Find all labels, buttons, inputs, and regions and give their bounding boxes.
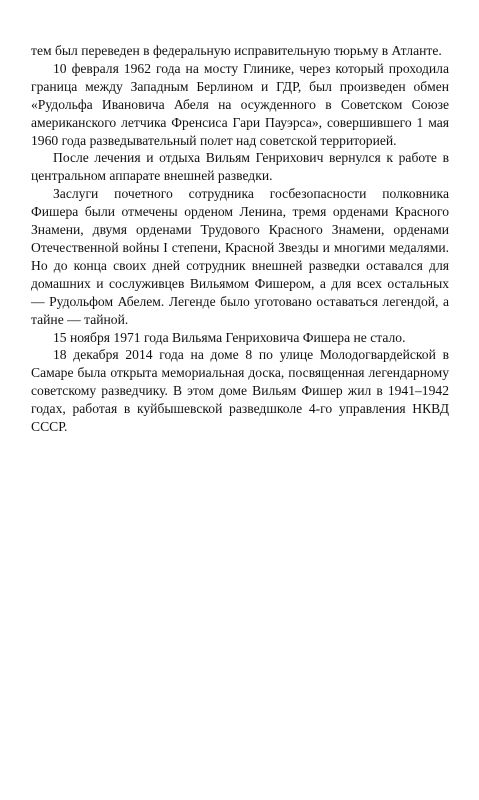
paragraph-4: Заслуги почетного сотрудника госбезопасности полковника Фишера были отмечены орденом Ленина, тремя орденами Красного Знамени, двумя орденами Трудового Красного Знамени, орденами Отечественной войны I степени, Красной Звезды и многими медалями. Но до конца своих дней сотрудник внешней разведки оставался для домашних и сослуживцев Вильямом Фишером, а для всех остальных — Рудольфом Абелем. Легенде было уготовано оставаться легендой, а тайне — тайной.	[31, 186, 449, 327]
paragraph-6: 18 декабря 2014 года на доме 8 по улице Молодогвардейской в Самаре была открыта мемориальная доска, посвященная легендарному советскому разведчику. В этом доме Вильям Фишер жил в 1941–1942 годах, работая в куйбышевской разведшколе 4-го управления НКВД СССР.	[31, 347, 449, 435]
paragraph-3: После лечения и отдыха Вильям Генрихович вернулся к работе в центральном аппарате внешней разведки.	[31, 150, 449, 184]
book-page-text	[31, 42, 449, 436]
paragraph-1: тем был переведен в федеральную исправительную тюрьму в Атланте.	[31, 43, 442, 58]
paragraph-5: 15 ноября 1971 года Вильяма Генриховича Фишера не стало.	[53, 329, 406, 345]
paragraph-2: 10 февраля 1962 года на мосту Глинике, через который проходила граница между Западным Берлином и ГДР, был произведен обмен «Рудольфа Ивановича Абеля на осужденного в Советском Союзе американского летчика Френсиса Гари Пауэрса», совершившего 1 мая 1960 года разведывательный полет над советской территорией.	[31, 60, 449, 148]
